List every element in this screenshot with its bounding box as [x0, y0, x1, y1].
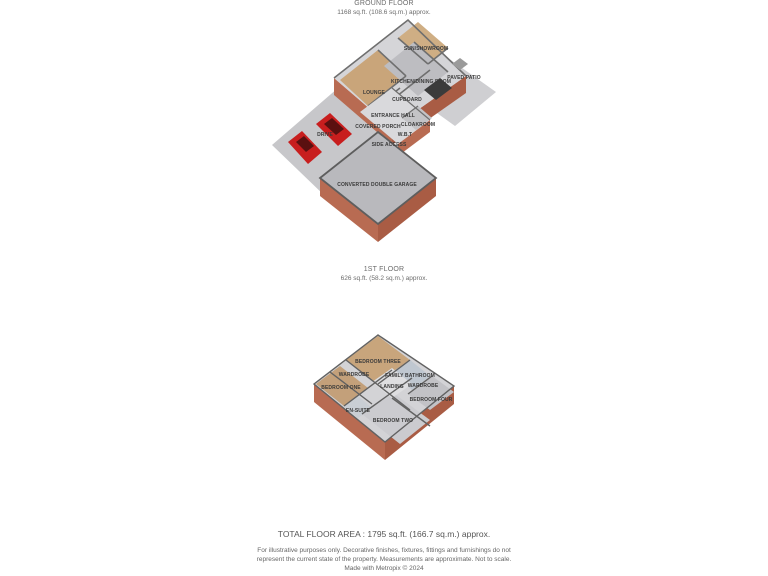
room-label-bedroom-one: BEDROOM ONE [321, 385, 361, 391]
first-floor-title: 1ST FLOOR [363, 266, 405, 273]
ground-floor-area: 1168 sq.ft. (108.6 sq.m.) approx. [337, 9, 431, 16]
room-label-ensuite: EN-SUITE [345, 408, 371, 414]
room-label-garage: CONVERTED DOUBLE GARAGE [337, 182, 417, 188]
room-label-wardrobe-left: WARDROBE [338, 372, 370, 378]
room-label-drive: DRIVE [317, 132, 333, 138]
room-label-cupboard: CUPBOARD [392, 97, 422, 103]
room-label-entrance: ENTRANCE HALL [371, 113, 415, 119]
room-label-bedroom-three: BEDROOM THREE [355, 359, 401, 365]
room-label-wardrobe-right: WARDROBE [407, 383, 439, 389]
room-label-lounge: LOUNGE [363, 90, 385, 96]
made-with-credit: Made with Metropix © 2024 [344, 565, 424, 572]
first-floor-area: 626 sq.ft. (58.2 sq.m.) approx. [340, 275, 428, 282]
room-label-cloakroom: CLOAKROOM [400, 122, 436, 128]
room-label-patio: PAVED PATIO [447, 75, 481, 81]
room-label-wc: W.B.T [397, 132, 413, 138]
room-label-porch: COVERED PORCH [355, 124, 401, 130]
disclaimer-line-1: For illustrative purposes only. Decorative finishes, fixtures, fittings and furnishings do not [257, 547, 511, 554]
ground-floor-plan [272, 20, 496, 242]
room-label-bedroom-two: BEDROOM TWO [372, 418, 414, 424]
room-label-landing: LANDING [380, 384, 404, 390]
room-label-side-access: SIDE ACCESS [371, 142, 407, 148]
room-label-bedroom-four: BEDROOM FOUR [409, 397, 453, 403]
room-label-family-bathroom: FAMILY BATHROOM [385, 373, 435, 379]
room-label-kitchen: KITCHEN/DINING ROOM [391, 79, 451, 85]
first-floor-plan [314, 335, 454, 460]
room-label-sunroom: SUN/SHOWROOM [403, 46, 449, 52]
ground-floor-title: GROUND FLOOR [354, 0, 414, 7]
disclaimer-line-2: represent the current state of the property. Measurements are approximate. Not to scale. [256, 556, 512, 563]
total-floor-area: TOTAL FLOOR AREA : 1795 sq.ft. (166.7 sq.m.) approx. [277, 529, 491, 539]
